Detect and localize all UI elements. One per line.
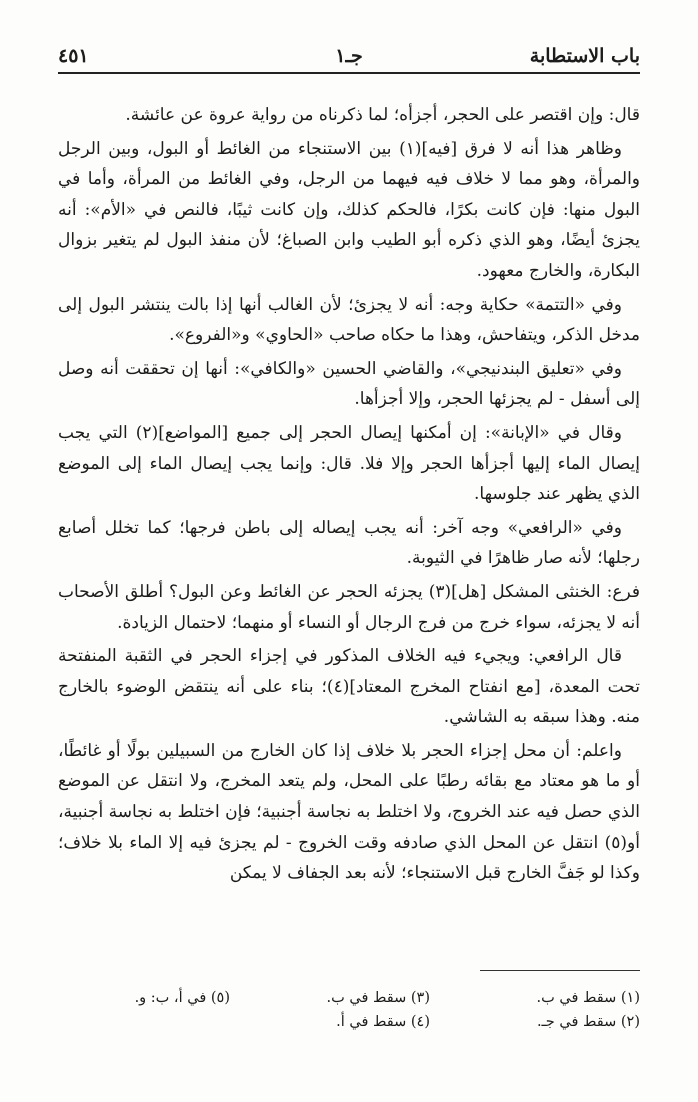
paragraph: وقال في «الإبانة»: إن أمكنها إيصال الحجر إلى جميع [المواضع](٢) التي يجب إيصال الماء إليها أجزأها الحجر وإلا فلا. قال: وإنما يجب إيصال الماء إلى الموضع الذي يظهر عند جلوسها. bbox=[58, 422, 640, 505]
volume-label: جـ١ bbox=[335, 45, 363, 67]
paragraph: وفي «تعليق البندنيجي»، والقاضي الحسين «والكافي»: أنها إن تحققت أنه وصل إلى أسفل - لم يجزئها الحجر، وإلا أجزأها. bbox=[58, 358, 640, 410]
paragraph: وظاهر هذا أنه لا فرق [فيه](١) بين الاستنجاء من الغائط أو البول، وبين الرجل والمرأة، وهو مما لا خلاف فيه فيهما من الرجل، وفي الغائط من المرأة، وأما في البول منها: فإن كانت بكرًا، فالحكم كذلك، وإن كانت ثيبًا، فالنص في «الأم»: أنه يجزئ أيضًا، وهو الذي ذكره أبو الطيب وابن الصباغ؛ لأن منفذ البول لم يتغير بزوال البكارة، والخارج معهود. bbox=[58, 138, 640, 281]
paragraph: قال الرافعي: ويجيء فيه الخلاف المذكور في إجزاء الحجر في الثقبة المنفتحة تحت المعدة، [مع انفتاح المخرج المعتاد](٤)؛ بناء على أنه ينتقض الوضوء بالخارج منه. وهذا سبقه به الشاشي. bbox=[58, 646, 640, 728]
page-header bbox=[58, 40, 640, 74]
footnote bbox=[58, 1010, 230, 1034]
footnote-separator bbox=[480, 970, 640, 971]
footnote: (٤) سقط في أ. bbox=[336, 1014, 430, 1030]
paragraph: قال: وإن اقتصر على الحجر، أجزأه؛ لما ذكرناه من رواية عروة عن عائشة. bbox=[125, 105, 640, 125]
chapter-title: باب الاستطابة bbox=[529, 45, 640, 67]
footnote: (٢) سقط في جـ. bbox=[536, 1014, 640, 1030]
footnote: (٥) في أ، ب: و. bbox=[134, 990, 230, 1006]
paragraph: واعلم: أن محل إجزاء الحجر بلا خلاف إذا كان الخارج من السبيلين بولًا أو غائطًا، أو ما هو معتاد مع بقائه رطبًا على المحل، ولم يتعد المخرج، ولا انتقل عن الموضع الذي حصل فيه عند الخروج، ولا اختلط به نجاسة أجنبية؛ فإن اختلط به نجاسة أجنبية، أو(٥) انتقل عن المحل الذي صادفه وقت الخروج - لم يجزئ فيه إلا الماء بلا خلاف؛ وكذا لو جَفَّ الخارج قبل الاستنجاء؛ لأنه بعد الجفاف لا يمكن bbox=[58, 740, 640, 884]
footnotes bbox=[58, 986, 640, 1034]
paragraph: وفي «التتمة» حكاية وجه: أنه لا يجزئ؛ لأن الغالب أنها إذا بالت ينتشر البول إلى مدخل الذكر، ويتفاحش، وهذا ما حكاه صاحب «الحاوي» و«الفروع». bbox=[58, 294, 640, 346]
body-text bbox=[58, 100, 640, 892]
paragraph: وفي «الرافعي» وجه آخر: أنه يجب إيصاله إلى باطن فرجها؛ كما تخلل أصابع رجلها؛ لأنه صار ظاهرًا في الثيوبة. bbox=[58, 517, 640, 569]
page-number: ٤٥١ bbox=[58, 45, 89, 67]
footnote-row bbox=[58, 986, 640, 1010]
footnote-row bbox=[58, 1010, 640, 1034]
footnote: (١) سقط في ب. bbox=[536, 990, 640, 1006]
footnote: (٣) سقط في ب. bbox=[326, 990, 430, 1006]
paragraph: فرع: الخنثى المشكل [هل](٣) يجزئه الحجر عن الغائط وعن البول؟ أطلق الأصحاب أنه لا يجزئه، سواء خرج من فرج الرجال أو النساء أو منهما؛ لاحتمال الزيادة. bbox=[58, 581, 640, 633]
